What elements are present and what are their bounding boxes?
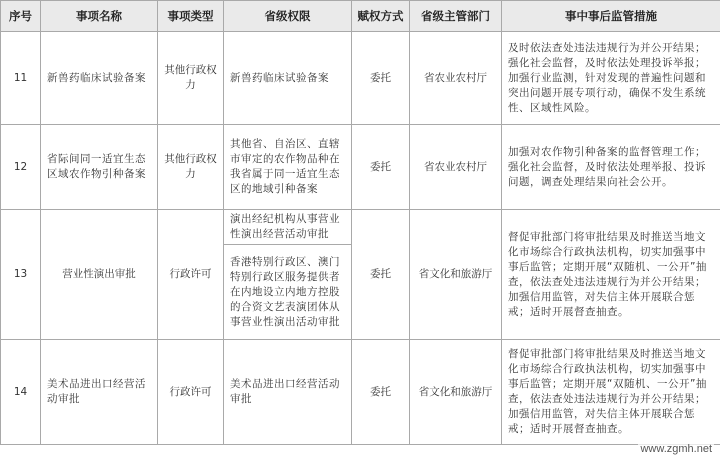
cell-name: 新兽药临床试验备案 bbox=[41, 32, 158, 125]
table-row bbox=[1, 32, 720, 125]
cell-type: 行政许可 bbox=[158, 210, 224, 340]
cell-measures: 督促审批部门将审批结果及时推送当地文化市场综合行政执法机构，切实加强事中事后监管；定期开展“双随机、一公开”抽查，依法查处违法违规行为并公开结果；加强信用监管，对失信主体开展联合惩戒；适时开展督查抽查。 bbox=[502, 210, 720, 340]
cell-dept: 省文化和旅游厅 bbox=[410, 210, 502, 340]
cell-no: 11 bbox=[1, 32, 41, 125]
cell-name: 省际间同一适宜生态区域农作物引种备案 bbox=[41, 125, 158, 210]
watermark-text: www.zgmh.net bbox=[640, 443, 712, 455]
cell-authority-b: 香港特别行政区、澳门特别行政区服务提供者在内地设立内地方控股的合资文艺表演团体从事营业性演出活动审批 bbox=[224, 245, 352, 340]
cell-no: 13 bbox=[1, 210, 41, 340]
cell-name: 美术品进出口经营活动审批 bbox=[41, 340, 158, 445]
cell-authority: 其他省、自治区、直辖市审定的农作物品种在我省属于同一适宜生态区的地域引种备案 bbox=[224, 125, 352, 210]
cell-type: 其他行政权力 bbox=[158, 125, 224, 210]
header-row bbox=[1, 1, 720, 32]
cell-name: 营业性演出审批 bbox=[41, 210, 158, 340]
header-method: 赋权方式 bbox=[352, 1, 410, 32]
cell-method: 委托 bbox=[352, 125, 410, 210]
table-row bbox=[1, 210, 720, 245]
header-type: 事项类型 bbox=[158, 1, 224, 32]
cell-authority: 新兽药临床试验备案 bbox=[224, 32, 352, 125]
cell-no: 14 bbox=[1, 340, 41, 445]
header-authority: 省级权限 bbox=[224, 1, 352, 32]
cell-measures: 督促审批部门将审批结果及时推送当地文化市场综合行政执法机构，切实加强事中事后监管；定期开展“双随机、一公开”抽查，依法查处违法违规行为并公开结果；加强信用监管，对失信主体开展联合惩戒；适时开展督查抽查。 bbox=[502, 340, 720, 445]
table-row bbox=[1, 125, 720, 210]
table-row bbox=[1, 340, 720, 445]
cell-dept: 省文化和旅游厅 bbox=[410, 340, 502, 445]
cell-method: 委托 bbox=[352, 32, 410, 125]
cell-method: 委托 bbox=[352, 210, 410, 340]
cell-dept: 省农业农村厅 bbox=[410, 125, 502, 210]
cell-method: 委托 bbox=[352, 340, 410, 445]
header-dept: 省级主管部门 bbox=[410, 1, 502, 32]
header-measures: 事中事后监管措施 bbox=[502, 1, 720, 32]
cell-authority-a: 演出经纪机构从事营业性演出经营活动审批 bbox=[224, 210, 352, 245]
cell-measures: 及时依法查处违法违规行为并公开结果；强化社会监督，及时依法处理投诉举报；加强行业监测，针对发现的普遍性问题和突出问题开展专项行动，确保不发生系统性、区域性风险。 bbox=[502, 32, 720, 125]
header-name: 事项名称 bbox=[41, 1, 158, 32]
cell-type: 其他行政权力 bbox=[158, 32, 224, 125]
cell-dept: 省农业农村厅 bbox=[410, 32, 502, 125]
cell-measures: 加强对农作物引种备案的监督管理工作；强化社会监督，及时依法处理举报、投诉问题，调查处理结果向社会公开。 bbox=[502, 125, 720, 210]
cell-type: 行政许可 bbox=[158, 340, 224, 445]
cell-no: 12 bbox=[1, 125, 41, 210]
cell-authority: 美术品进出口经营活动审批 bbox=[224, 340, 352, 445]
header-no: 序号 bbox=[1, 1, 41, 32]
